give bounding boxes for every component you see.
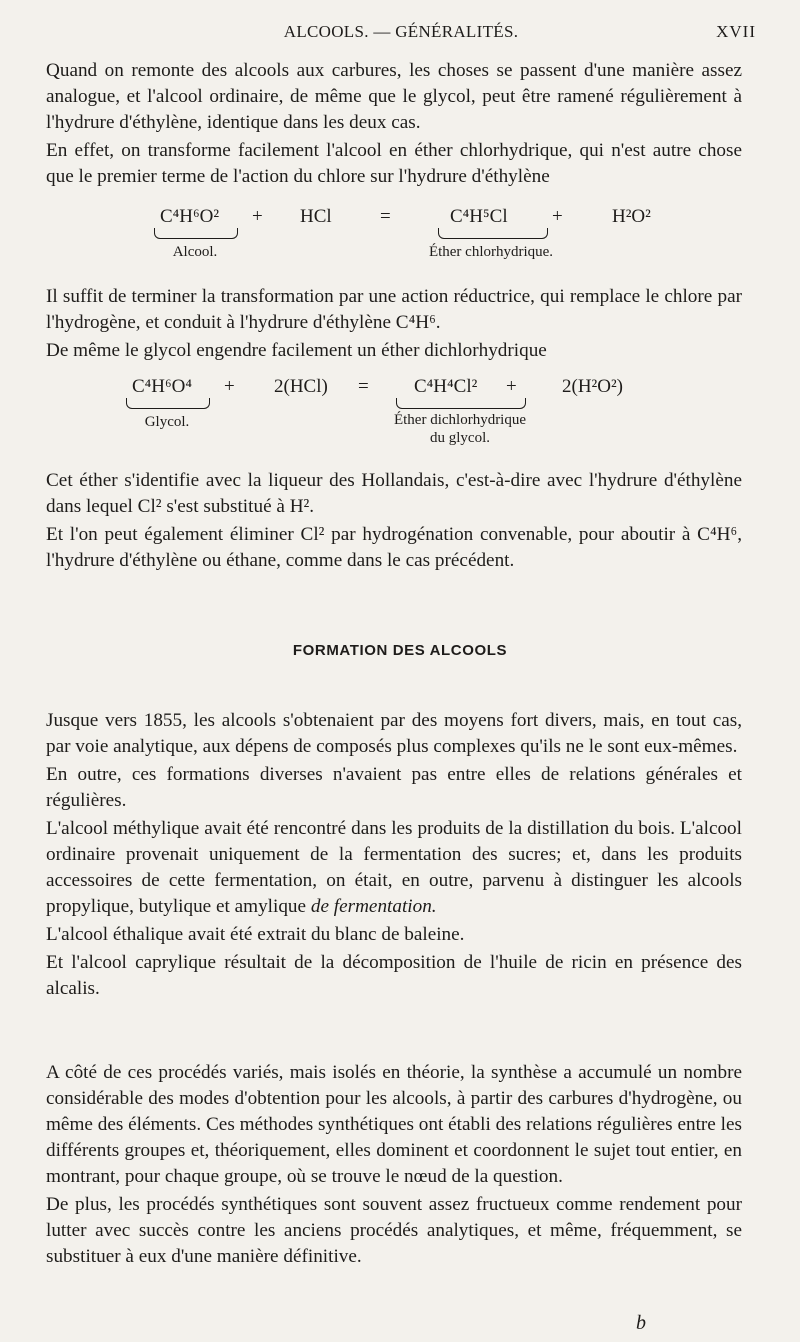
- text-block-history: [46, 708, 742, 1002]
- eq-operator: =: [380, 206, 391, 227]
- eq-operator: +: [552, 206, 563, 227]
- paragraph: En outre, ces formations diverses n'avaient pas entre elles de relations générales et régulières.: [46, 764, 742, 811]
- eq-operator: +: [506, 376, 517, 397]
- paragraph: A côté de ces procédés variés, mais isolés en théorie, la synthèse a accumulé un nombre considérable des modes d'obtention pour les alcools, à partir des carbures d'hydrogène, ou même des éléments. Ces méthodes synthétiques ont établi des relations régulières entre les différents groupes et, théoriquement, elles dominent et coordonnent le sujet tout entier, en montrant, pour chaque groupe, où se trouve le nœud de la question.: [46, 1062, 742, 1187]
- paragraph: Jusque vers 1855, les alcools s'obtenaient par des moyens fort divers, mais, en tout cas, par voie analytique, aux dépens de composés plus complexes qu'ils ne le sont eux-mêmes.: [46, 710, 742, 757]
- eq-term: C⁴H⁶O²: [160, 206, 220, 227]
- eq-term: C⁴H⁵Cl: [450, 206, 508, 227]
- eq-term: C⁴H⁴Cl²: [414, 376, 478, 397]
- paragraph: Et l'on peut également éliminer Cl² par hydrogénation convenable, pour aboutir à C⁴H⁶, l'hydrure d'éthylène ou éthane, comme dans le cas précédent.: [46, 524, 742, 571]
- eq-label: Éther chlorhydrique.: [428, 244, 554, 260]
- paragraph: [46, 816, 742, 920]
- paragraph: Et l'alcool caprylique résultait de la décomposition de l'huile de ricin en présence des alcalis.: [46, 952, 742, 999]
- eq-label: Glycol.: [144, 414, 190, 430]
- text-block-reduction: [46, 284, 742, 364]
- paragraph: En effet, on transforme facilement l'alcool en éther chlorhydrique, qui n'est autre chose que le premier terme de l'action du chlore sur l'hydrure d'éthylène: [46, 140, 742, 187]
- eq-operator: =: [358, 376, 369, 397]
- signature-mark: b: [636, 1312, 646, 1334]
- eq-term: C⁴H⁶O⁴: [132, 376, 192, 397]
- underbrace: [438, 228, 548, 239]
- underbrace: [126, 398, 210, 409]
- paragraph-text: L'alcool méthylique avait été rencontré dans les produits de la distillation du bois. L'alcool ordinaire provenait uniquement de la fermentation des sucres; et, dans les produits accessoires de cette fermentation, on était, en outre, parvenu à distinguer les alcools propylique, butylique et amylique: [46, 818, 742, 917]
- page-number: XVII: [716, 22, 756, 41]
- eq-term: HCl: [300, 206, 332, 227]
- underbrace: [154, 228, 238, 239]
- eq-label: du glycol.: [430, 430, 490, 446]
- paragraph: Il suffit de terminer la transformation par une action réductrice, qui remplace le chlore par l'hydrogène, et conduit à l'hydrure d'éthylène C⁴H⁶.: [46, 286, 742, 333]
- equation-alcohol: [46, 206, 756, 266]
- eq-term: H²O²: [612, 206, 651, 227]
- eq-term: 2(HCl): [274, 376, 328, 397]
- eq-operator: +: [224, 376, 235, 397]
- page-header: [46, 22, 756, 48]
- italic-term: de fermentation.: [310, 896, 437, 917]
- section-heading: FORMATION DES ALCOOLS: [292, 642, 508, 659]
- text-block-synthesis: [46, 1060, 742, 1270]
- paragraph: De même le glycol engendre facilement un éther dichlorhydrique: [46, 340, 547, 361]
- eq-operator: +: [252, 206, 263, 227]
- eq-label: Éther dichlorhydrique: [393, 412, 527, 428]
- paragraph: L'alcool éthalique avait été extrait du blanc de baleine.: [46, 924, 465, 945]
- paragraph: De plus, les procédés synthétiques sont souvent assez fructueux comme rendement pour lutter avec succès contre les anciens procédés analytiques, et même, fréquemment, se substituer à eux d'une manière définitive.: [46, 1194, 742, 1267]
- running-title: ALCOOLS. — GÉNÉRALITÉS.: [283, 22, 519, 41]
- text-block-intro: [46, 58, 742, 190]
- paragraph: Cet éther s'identifie avec la liqueur des Hollandais, c'est-à-dire avec l'hydrure d'éthylène dans lequel Cl² s'est substitué à H².: [46, 470, 742, 517]
- eq-term: 2(H²O²): [562, 376, 623, 397]
- text-block-hollandais: [46, 468, 742, 574]
- equation-glycol: [46, 376, 756, 450]
- underbrace: [396, 398, 526, 409]
- eq-label: Alcool.: [172, 244, 218, 260]
- paragraph: Quand on remonte des alcools aux carbures, les choses se passent d'une manière assez analogue, et l'alcool ordinaire, de même que le glycol, peut être ramené régulièrement à l'hydrure d'éthylène, identique dans les deux cas.: [46, 60, 742, 133]
